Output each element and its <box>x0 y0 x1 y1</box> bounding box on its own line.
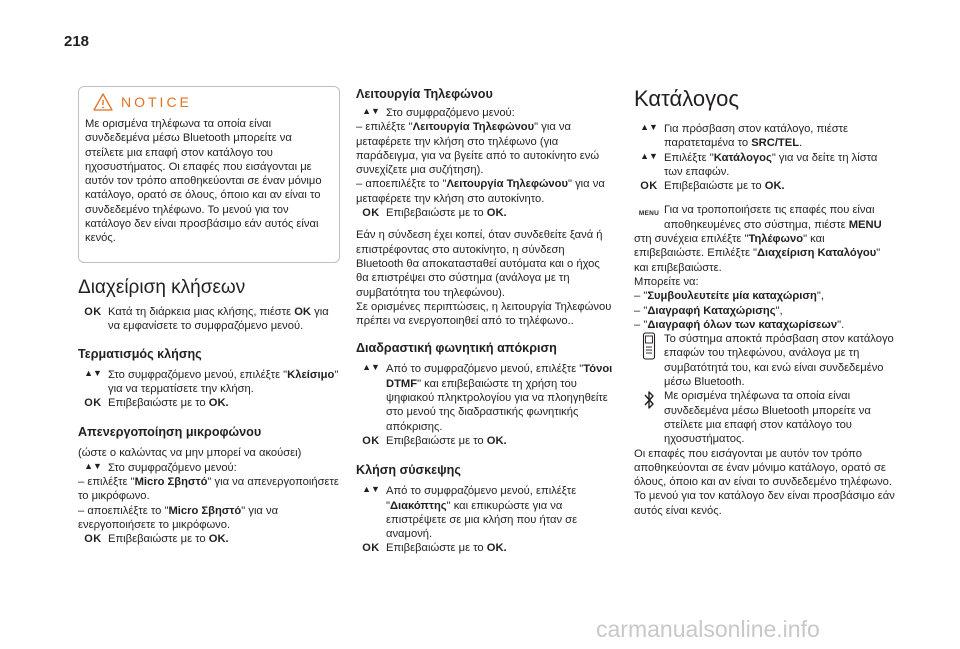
down-arrow-icon: ▼ <box>649 150 658 161</box>
conference-confirm <box>356 541 614 555</box>
directory-heading: Κατάλογος <box>634 86 739 111</box>
mic-off-heading: Απενεργοποίηση μικροφώνου <box>78 425 262 440</box>
watermark: carmanualsonline.info <box>596 616 820 642</box>
call-management-heading: Διαχείριση κλήσεων <box>78 277 246 298</box>
conference-confirm-text: Επιβεβαιώστε με το OK. <box>386 542 507 555</box>
directory-option-1: – "Συμβουλευτείτε μία καταχώριση", <box>634 290 824 303</box>
phone-mode-confirm <box>356 206 614 220</box>
directory-phone-note-text: Το σύστημα αποκτά πρόσβαση στον κατάλογο επαφών του τηλεφώνου, ανάλογα με τη συμβατότητά του, και ενώ είναι συνδεδεμένο μέσω Bluetooth. <box>664 333 894 389</box>
phone-icon <box>642 332 656 360</box>
directory-confirm <box>634 179 896 193</box>
conference-heading: Κλήση σύσκεψης <box>356 463 461 478</box>
down-arrow-icon: ▼ <box>93 367 102 378</box>
end-call-heading: Τερματισμός κλήσης <box>78 346 202 361</box>
phone-mode-option-1: – επιλέξτε "Λειτουργία Τηλεφώνου" για να μεταφέρετε την κλήση στο τηλέφωνο (για παράδειγμα, για να βγείτε από το αυτοκίνητο ενώ συνεχίζετε μια συζήτηση). <box>356 121 600 177</box>
conference-text: Από το συμφραζόμενο μενού, επιλέξτε "Διακόπτης" και επικυρώστε για να επιστρέψετε σε μια κλήση που ήταν σε αναμονή. <box>386 485 578 541</box>
voice-response-text: Από το συμφραζόμενο μενού, επιλέξτε "Τόνοι DTMF" και επιβεβαιώστε τη χρήση του ψηφιακού πληκτρολογίου για να πλοηγηθείτε στο μενού της διαδραστικής φωνητικής απόκρισης. <box>386 363 613 433</box>
notice-text: Με ορισμένα τηλέφωνα τα οποία είναι συνδεδεμένα μέσω Bluetooth μπορείτε να στείλετε μια επαφή στον κατάλογο του ηχοσυστήματος. Οι επαφές που εισάγονται με αυτόν τον τρόπο αποθηκεύονται σε έναν μόνιμο κατάλογο, ορατό σε όλους, όποιο και αν είναι το συνδεδεμένο τηλέφωνο. Το μενού για τον κατάλογο δεν είναι προσβάσιμο εάν αυτός είναι κενός. <box>85 118 322 245</box>
call-management-text: Κατά τη διάρκεια μιας κλήσης, πιέστε OK για να εμφανίσετε το συμφραζόμενο μενού. <box>108 306 329 333</box>
ok-button-icon: OK <box>84 306 102 318</box>
directory-option-3: – "Διαγραφή όλων των καταχωρίσεων". <box>634 318 845 331</box>
directory-bluetooth-note-3: Το μενού για τον κατάλογο δεν είναι προσβάσιμο εάν αυτός είναι κενός. <box>634 490 895 517</box>
voice-response-confirm-text: Επιβεβαιώστε με το OK. <box>386 434 507 447</box>
up-arrow-icon: ▲ <box>362 106 371 116</box>
phone-mode-heading: Λειτουργία Τηλεφώνου <box>356 87 493 101</box>
voice-response-confirm <box>356 434 614 448</box>
directory-select-text: Επιλέξτε "Κατάλογος" για να δείτε τη λίστα των επαφών. <box>664 151 878 178</box>
phone-mode-menu <box>356 106 614 120</box>
conference-step <box>356 484 614 541</box>
down-arrow-icon: ▼ <box>371 484 380 495</box>
up-arrow-icon: ▲ <box>362 362 371 373</box>
voice-response-step <box>356 362 614 433</box>
directory-confirm-text: Επιβεβαιώστε με το OK. <box>664 180 785 193</box>
column-right <box>634 86 896 518</box>
directory-access-text: Για πρόσβαση στον κατάλογο, πιέστε παρατεταμένα το SRC/TEL. <box>664 123 849 150</box>
mic-off-menu-text: Στο συμφραζόμενο μενού: <box>108 461 237 474</box>
page-number: 218 <box>64 33 90 50</box>
down-arrow-icon: ▼ <box>371 362 380 373</box>
ok-button-icon: OK <box>362 434 380 447</box>
mic-off-confirm <box>78 532 340 546</box>
directory-bluetooth-note-2: Οι επαφές που εισάγονται με αυτόν τον τρόπο αποθηκεύονται σε έναν μόνιμο κατάλογο, ορατό σε όλους, όποιο και αν είναι το συνδεδεμένο τηλέφωνο. <box>634 447 892 489</box>
directory-modify-text: Για να τροποποιήσετε τις επαφές που είναι αποθηκευμένες στο σύστημα, πιέστε MENU <box>664 204 882 231</box>
directory-modify-continued: στη συνέχεια επιλέξτε "Τηλέφωνο" και επιβεβαιώστε. Επιλέξτε "Διαχείριση Καταλόγου" και επιβεβαιώστε. <box>634 233 881 274</box>
phone-mode-paragraph-1: Εάν η σύνδεση έχει κοπεί, όταν συνδεθείτε ξανά ή επιστρέφοντας στο αυτοκίνητο, η σύνδεση Bluetooth θα αποκατασταθεί αυτόματα και ο ήχος θα επιστρέψει στο σύστημα (ανάλογα με τη συμβατότητα του τηλεφώνου). <box>356 229 603 299</box>
up-arrow-icon: ▲ <box>640 150 649 161</box>
directory-bluetooth-note-text: Με ορισμένα τηλέφωνα τα οποία είναι συνδεδεμένα μέσω Bluetooth μπορείτε να στείλετε μια επαφή στον κατάλογο του ηχοσυστήματος. <box>664 390 871 446</box>
phone-mode-option-2: – αποεπιλέξτε το "Λειτουργία Τηλεφώνου" για να μεταφέρετε την κλήση στο αυτοκίνητο. <box>356 178 605 205</box>
down-arrow-icon: ▼ <box>649 122 658 132</box>
ok-button-icon: OK <box>362 542 380 555</box>
bluetooth-icon <box>642 389 656 411</box>
end-call-confirm <box>78 396 340 410</box>
directory-option-2: – "Διαγραφή Καταχώρισης", <box>634 304 783 317</box>
warning-icon <box>93 93 113 111</box>
notice-header <box>93 93 192 111</box>
phone-mode-confirm-text: Επιβεβαιώστε με το OK. <box>386 207 507 220</box>
directory-modify-step <box>634 203 896 232</box>
phone-mode-paragraph-2: Σε ορισμένες περιπτώσεις, η λειτουργία Τηλεφώνου πρέπει να ενεργοποιηθεί από το τηλέφωνο.. <box>356 300 612 328</box>
mic-off-menu <box>78 461 340 475</box>
up-arrow-icon: ▲ <box>362 484 371 495</box>
down-arrow-icon: ▼ <box>371 106 380 116</box>
voice-response-heading: Διαδραστική φωνητική απόκριση <box>356 341 557 356</box>
phone-mode-menu-text: Στο συμφραζόμενο μενού: <box>386 107 515 119</box>
mic-off-option-1: – επιλέξτε "Micro Σβηστό" για να απενεργοποιήσετε το μικρόφωνο. <box>78 476 339 503</box>
up-arrow-icon: ▲ <box>640 122 649 132</box>
column-middle <box>356 86 614 556</box>
mic-off-intro: (ώστε ο καλώντας να μην μπορεί να ακούσει) <box>78 447 302 460</box>
ok-button-icon: OK <box>640 180 658 193</box>
up-arrow-icon: ▲ <box>84 367 93 378</box>
mic-off-option-2: – αποεπιλέξτε το "Micro Σβηστό" για να ενεργοποιήσετε το μικρόφωνο. <box>78 504 279 531</box>
down-arrow-icon: ▼ <box>93 460 102 471</box>
ok-button-icon: OK <box>84 397 102 410</box>
directory-can-label: Μπορείτε να: <box>634 275 699 288</box>
directory-access-step <box>634 122 896 151</box>
directory-bluetooth-note <box>634 389 896 446</box>
ok-button-icon: OK <box>362 207 380 220</box>
column-left <box>78 86 340 547</box>
end-call-step <box>78 368 340 397</box>
up-arrow-icon: ▲ <box>84 460 93 471</box>
call-management-step <box>78 305 340 334</box>
directory-phone-note <box>634 332 896 389</box>
directory-select-step <box>634 151 896 180</box>
end-call-confirm-text: Επιβεβαιώστε με το OK. <box>108 397 229 410</box>
notice-box <box>78 86 340 263</box>
end-call-text: Στο συμφραζόμενο μενού, επιλέξτε "Κλείσιμο" για να τερματίσετε την κλήση. <box>108 368 339 395</box>
notice-title: NOTICE <box>121 93 192 110</box>
ok-button-icon: OK <box>84 533 102 546</box>
menu-button-icon: MENU <box>638 210 660 218</box>
mic-off-confirm-text: Επιβεβαιώστε με το OK. <box>108 533 229 546</box>
